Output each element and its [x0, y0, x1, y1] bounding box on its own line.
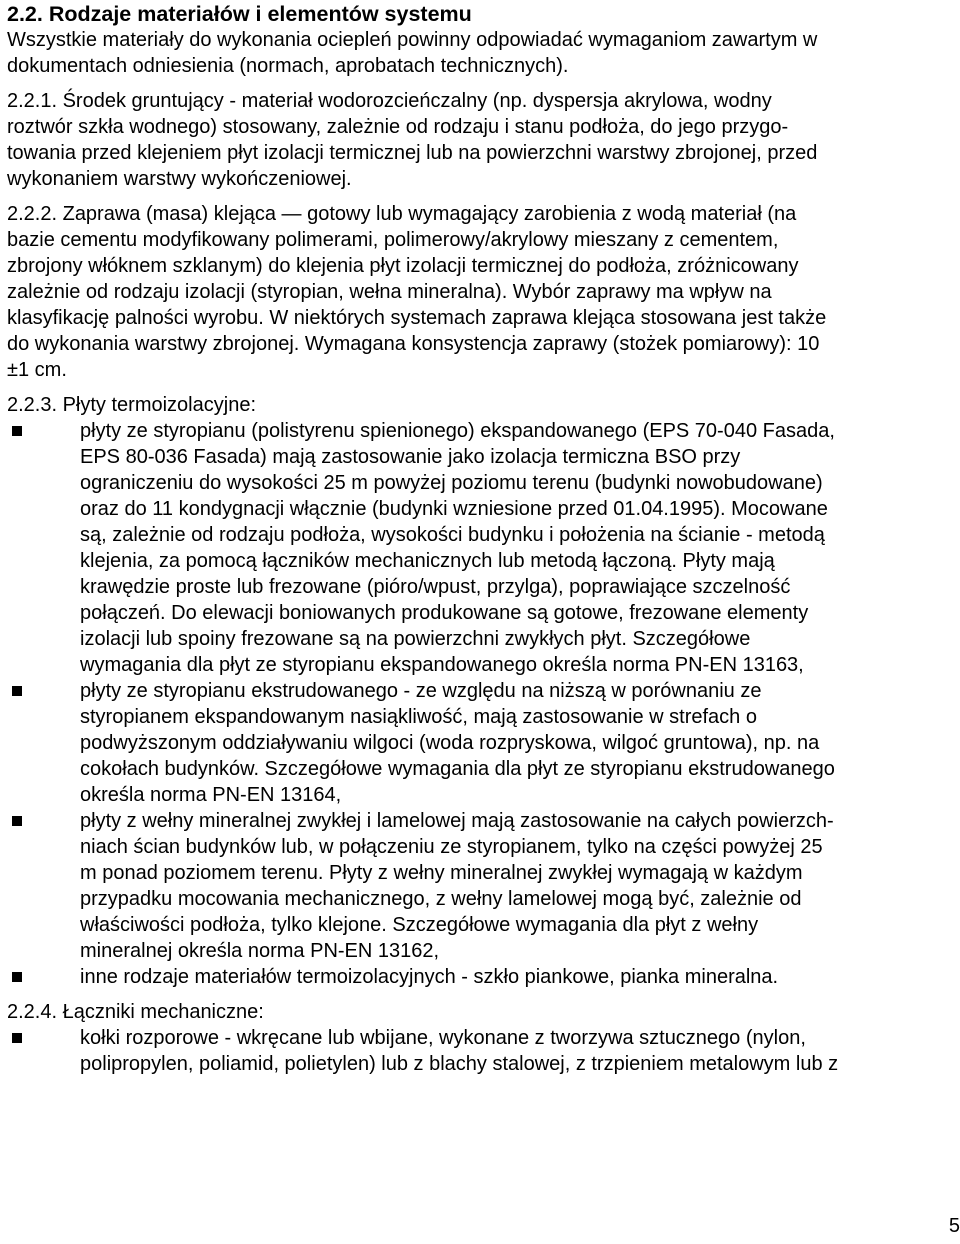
paragraph-line: ±1 cm. — [7, 359, 67, 381]
square-bullet-icon — [12, 972, 22, 982]
list-item-line: są, zależnie od rodzaju podłoża, wysokości budynku i położenia na ścianie - metodą — [80, 524, 825, 546]
square-bullet-icon — [12, 426, 22, 436]
section-title: 2.2. Rodzaje materiałów i elementów systemu — [7, 2, 472, 26]
paragraph-line: roztwór szkła wodnego) stosowany, zależnie od rodzaju i stanu podłoża, do jego przygo- — [7, 116, 789, 138]
list-item-line: polipropylen, poliamid, polietylen) lub z blachy stalowej, z trzpieniem metalowym lub z — [80, 1053, 839, 1075]
paragraph-2-2-1 — [7, 88, 953, 192]
list-item — [7, 678, 953, 808]
list-item-line: płyty ze styropianu ekstrudowanego - ze względu na niższą w porównaniu ze — [80, 680, 762, 702]
list-item-line: płyty z wełny mineralnej zwykłej i lamelowej mają zastosowanie na całych powierzch- — [80, 810, 834, 832]
list-item-line: cokołach budynków. Szczegółowe wymagania dla płyt ze styropianu ekstrudowanego — [80, 758, 835, 780]
square-bullet-icon — [12, 816, 22, 826]
list-item-line: przypadku mocowania mechanicznego, z wełny lamelowej mogą być, zależnie od — [80, 888, 802, 910]
paragraph-line: 2.2.1. Środek gruntujący - materiał wodorozcieńczalny (np. dyspersja akrylowa, wodny — [7, 90, 772, 112]
subsection-heading: 2.2.4. Łączniki mechaniczne: — [7, 1001, 264, 1023]
list-item-line: właściwości podłoża, tylko klejone. Szczegółowe wymagania dla płyt z wełny — [80, 914, 759, 936]
list-item-line: inne rodzaje materiałów termoizolacyjnych - szkło piankowe, pianka mineralna. — [80, 966, 779, 988]
list-item-line: płyty ze styropianu (polistyrenu spienionego) ekspandowanego (EPS 70-040 Fasada, — [80, 420, 835, 442]
list-item — [7, 964, 953, 990]
paragraph-2-2-3 — [7, 392, 953, 990]
list-item-line: wymagania dla płyt ze styropianu ekspandowanego określa norma PN-EN 13163, — [80, 654, 804, 676]
square-bullet-icon — [12, 686, 22, 696]
paragraph-line: towania przed klejeniem płyt izolacji termicznej lub na powierzchni warstwy zbrojonej, przed — [7, 142, 818, 164]
paragraph-line: wykonaniem warstwy wykończeniowej. — [7, 168, 352, 190]
paragraph-line: do wykonania warstwy zbrojonej. Wymagana konsystencja zaprawy (stożek pomiarowy): 10 — [7, 333, 820, 355]
paragraph-2-2-4 — [7, 999, 953, 1077]
list-item-line: niach ścian budynków lub, w połączeniu ze styropianem, tylko na części powyżej 25 — [80, 836, 823, 858]
list-item — [7, 1025, 953, 1077]
paragraph-line: zbrojony włóknem szklanym) do klejenia płyt izolacji termicznej do podłoża, zróżnicowany — [7, 255, 799, 277]
document-page — [7, 0, 953, 1077]
list-item-line: kołki rozporowe - wkręcane lub wbijane, wykonane z tworzywa sztucznego (nylon, — [80, 1027, 806, 1049]
list-item-line: podwyższonym oddziaływaniu wilgoci (woda rozpryskowa, wilgoć gruntowa), np. na — [80, 732, 820, 754]
bullet-list — [7, 418, 953, 990]
list-item-line: mineralnej określa norma PN-EN 13162, — [80, 940, 440, 962]
square-bullet-icon — [12, 1033, 22, 1043]
list-item-line: krawędzie proste lub frezowane (pióro/wpust, przylga), poprawiające szczelność — [80, 576, 791, 598]
list-item-line: EPS 80-036 Fasada) mają zastosowanie jako izolacja termiczna BSO przy — [80, 446, 741, 468]
list-item-line: styropianem ekspandowanym nasiąkliwość, mają zastosowanie w strefach o — [80, 706, 757, 728]
list-item-line: określa norma PN-EN 13164, — [80, 784, 342, 806]
intro-line: Wszystkie materiały do wykonania ociepleń powinny odpowiadać wymaganiom zawartym w — [7, 29, 818, 51]
list-item — [7, 418, 953, 678]
subsection-heading: 2.2.3. Płyty termoizolacyjne: — [7, 394, 256, 416]
intro-line: dokumentach odniesienia (normach, aprobatach technicznych). — [7, 55, 569, 77]
paragraph-2-2-2 — [7, 201, 953, 383]
list-item-line: klejenia, za pomocą łączników mechanicznych lub metodą łączoną. Płyty mają — [80, 550, 775, 572]
list-item-line: oraz do 11 kondygnacji włącznie (budynki wzniesione przed 01.04.1995). Mocowane — [80, 498, 828, 520]
page-number: 5 — [948, 1215, 960, 1237]
list-item-line: ograniczeniu do wysokości 25 m powyżej poziomu terenu (budynki nowobudowane) — [80, 472, 823, 494]
list-item-line: m ponad poziomem terenu. Płyty z wełny mineralnej zwykłej wymagają w każdym — [80, 862, 803, 884]
list-item-line: izolacji lub spoiny frezowane są na powierzchni zwykłych płyt. Szczegółowe — [80, 628, 751, 650]
paragraph-line: zależnie od rodzaju izolacji (styropian, wełna mineralna). Wybór zaprawy ma wpływ na — [7, 281, 772, 303]
paragraph-line: bazie cementu modyfikowany polimerami, polimerowy/akrylowy mieszany z cementem, — [7, 229, 779, 251]
list-item-line: połączeń. Do elewacji boniowanych produkowane są gotowe, frezowane elementy — [80, 602, 809, 624]
list-item — [7, 808, 953, 964]
bullet-list — [7, 1025, 953, 1077]
paragraph-line: klasyfikację palności wyrobu. W niektórych systemach zaprawa klejąca stosowana jest także — [7, 307, 827, 329]
paragraph-line: 2.2.2. Zaprawa (masa) klejąca — gotowy lub wymagający zarobienia z wodą materiał (na — [7, 203, 797, 225]
